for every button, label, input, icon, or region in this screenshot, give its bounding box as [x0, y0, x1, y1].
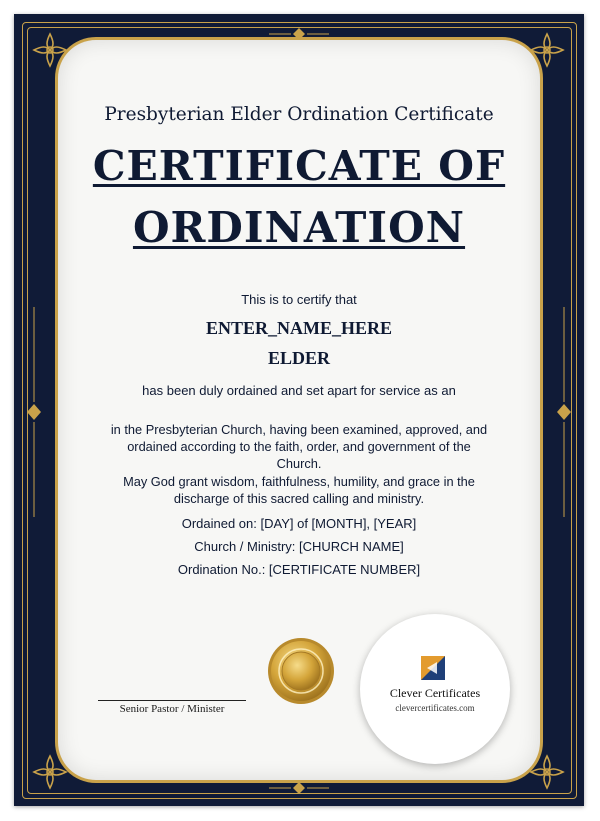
brand-url[interactable]: clevercertificates.com	[395, 703, 475, 713]
body-text: in the Presbyterian Church, having been examined, approved, and ordained according to the faith, order, and government of the Church.	[110, 422, 488, 471]
signature-label: Senior Pastor / Minister	[119, 703, 225, 715]
ordination-number-field: Ordination No.: [CERTIFICATE NUMBER]	[177, 562, 421, 577]
recipient-name: ENTER_NAME_HERE	[205, 318, 393, 338]
ordained-on-field: Ordained on: [DAY] of [MONTH], [YEAR]	[181, 516, 417, 531]
gold-seal-icon	[266, 636, 336, 706]
clever-certificates-logo-icon	[421, 656, 445, 680]
certificate-subtitle: Presbyterian Elder Ordination Certificate	[104, 104, 494, 125]
signature-line	[98, 700, 246, 701]
church-ministry-field: Church / Ministry: [CHURCH NAME]	[194, 539, 404, 554]
title-line1-text: CERTIFICATE OF	[92, 142, 506, 190]
certificate-title-line1	[58, 143, 540, 189]
certificate-title-line2	[58, 205, 540, 251]
diamond-ornament-icon	[269, 781, 329, 795]
brand-name: Clever Certificates	[389, 686, 481, 700]
certify-text: This is to certify that	[241, 292, 357, 307]
ordination-role: ELDER	[267, 348, 330, 368]
side-ornament-icon	[25, 307, 43, 517]
title-line2-text: ORDINATION	[132, 203, 466, 252]
blessing-text: May God grant wisdom, faithfulness, humility, and grace in the discharge of this sacred calling and ministry.	[123, 474, 475, 506]
diamond-ornament-icon	[269, 27, 329, 41]
side-ornament-icon	[555, 307, 573, 517]
ordained-text: has been duly ordained and set apart for service as an	[142, 383, 456, 398]
